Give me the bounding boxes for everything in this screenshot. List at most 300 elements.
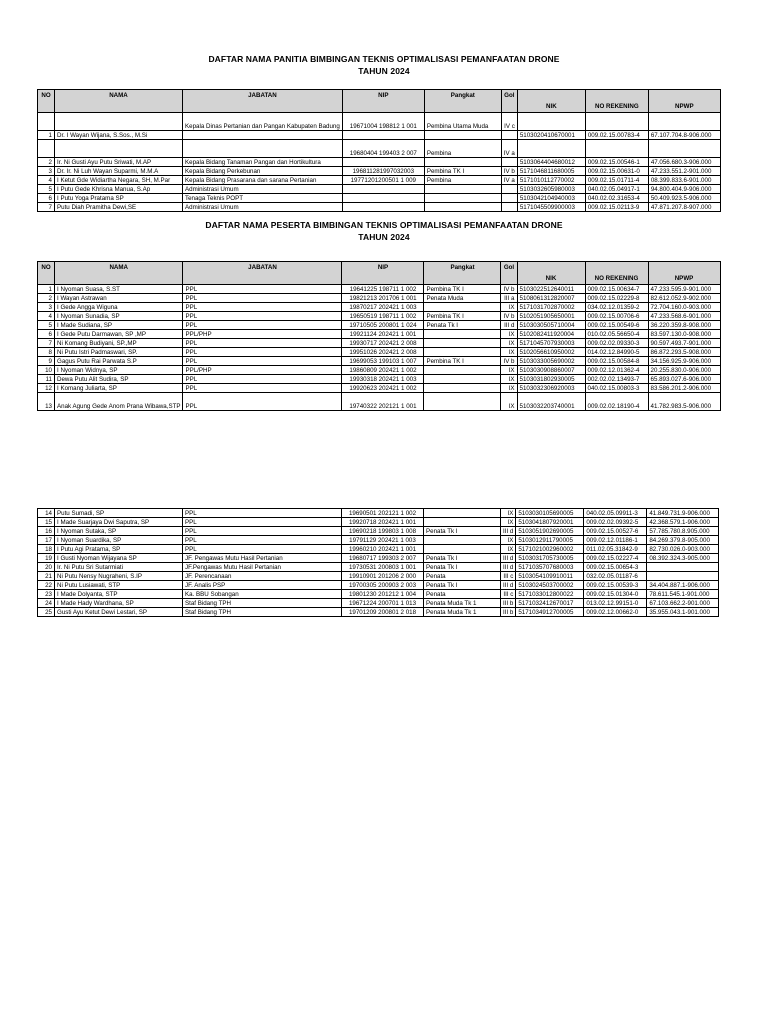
cell-rekening: 040.02.05.09911-3: [584, 509, 647, 518]
cell-nama: I Putu Agi Pratama, SP: [55, 545, 183, 554]
cell-jabatan: PPL: [183, 518, 342, 527]
cell-rekening: 009.02.15.00706-6: [585, 312, 648, 321]
cell-rekening: 009.02.15.00631-0: [585, 167, 648, 176]
cell-gol: IX: [501, 339, 517, 348]
cell-gol: III b: [501, 608, 516, 617]
cell-nik: 5103042104940003: [517, 194, 585, 203]
cell-nama: I Nyoman Suasa, S.ST: [55, 285, 183, 294]
cell-pangkat: Penata Tk I: [424, 554, 501, 563]
cell-pangkat: [424, 366, 501, 375]
cell-gol: IX: [501, 348, 517, 357]
cell-no: 20: [38, 563, 55, 572]
cell-pangkat: Penata Muda: [424, 294, 501, 303]
cell-pangkat: [424, 375, 501, 384]
cell-nama: I Made Dolyanta, STP: [55, 590, 183, 599]
cell-no: 24: [38, 599, 55, 608]
cell-nik: 5171032412670017: [516, 599, 584, 608]
cell-no: 25: [38, 608, 55, 617]
col-no-header: NO: [38, 262, 55, 285]
cell-no: 21: [38, 572, 55, 581]
cell-pangkat: Pembina TK I: [424, 285, 501, 294]
cell-npwp: 47.233.595.9-901.000: [648, 285, 720, 294]
cell-rekening: 009.02.15.02227-4: [584, 554, 647, 563]
cell-rekening: 010.02.05.56650-4: [585, 330, 648, 339]
cell-gol: IV b: [501, 167, 517, 176]
cell-nama: Ni Komang Budiyani, SP.,MP: [55, 339, 183, 348]
cell-jabatan: PPL: [183, 294, 342, 303]
cell-pangkat: [424, 158, 501, 167]
table-row: [38, 303, 721, 312]
table-row: [38, 158, 721, 167]
cell-nama: I Putu Yoga Pratama SP: [55, 194, 183, 203]
cell-gol: IX: [501, 393, 517, 411]
cell-rekening: 034.02.12.01359-2: [585, 303, 648, 312]
table-row: [38, 167, 721, 176]
cell-no: 22: [38, 581, 55, 590]
cell-npwp: 36.220.359.8-908.000: [648, 321, 720, 330]
col-rekening-header: NO REKENING: [585, 262, 648, 285]
cell-nama: I Nyoman Sunadia, SP: [55, 312, 183, 321]
cell-nama: I Ketut Gde Widiartha Negara, SH, M.Par: [55, 176, 183, 185]
cell-nip: 19910901 201206 2 000: [342, 572, 424, 581]
table-row: [38, 581, 719, 590]
cell-no: 18: [38, 545, 55, 554]
cell-nik: 5171045509900003: [517, 203, 585, 212]
cell-nik: 5103030505710004: [517, 321, 585, 330]
cell-pangkat: [424, 339, 501, 348]
cell-nama: I Made Suarjaya Dwi Saputra, SP: [55, 518, 183, 527]
cell-no: 3: [38, 303, 55, 312]
col-nik-header: NIK: [517, 90, 585, 113]
cell-nip: 19680717 199303 2 007: [342, 554, 424, 563]
cell-nip: 19791129 202421 1 003: [342, 536, 424, 545]
cell-nip: 19920718 202421 1 001: [342, 518, 424, 527]
cell-npwp: 83.586.201.2-906.000: [648, 384, 720, 393]
cell-gol: IX: [501, 330, 517, 339]
cell-gol: III c: [501, 572, 516, 581]
cell-gol: III c: [501, 590, 516, 599]
cell-jabatan: [183, 131, 343, 140]
cell-pangkat: Pembina: [424, 140, 501, 158]
cell-jabatan: Kepala Bidang Tanaman Pangan dan Hortikultura: [183, 158, 343, 167]
cell-no: 19: [38, 554, 55, 563]
cell-no: 10: [38, 366, 55, 375]
cell-pangkat: Penata: [424, 572, 501, 581]
cell-gol: III d: [501, 527, 516, 536]
cell-nip: 19699053 199103 1 007: [342, 357, 424, 366]
cell-nip: 19690218 199803 1 008: [342, 527, 424, 536]
table-row: [38, 375, 721, 384]
cell-npwp: 83.597.130.0-908.000: [648, 330, 720, 339]
cell-no: 17: [38, 536, 55, 545]
cell-nama: I Nyoman Suardika, SP: [55, 536, 183, 545]
cell-gol: IX: [501, 536, 516, 545]
cell-nip: 19671004 198812 1 001: [342, 113, 424, 131]
cell-nik: 5171021002960002: [516, 545, 584, 554]
cell-jabatan: Staf Bidang TPH: [183, 599, 342, 608]
cell-nik: 5103030908860007: [517, 366, 585, 375]
cell-jabatan: JF. Pengawas Mutu Hasil Pertanian: [183, 554, 342, 563]
col-npwp-header: NPWP: [648, 262, 720, 285]
cell-npwp: 78.611.545.1-901.000: [647, 590, 719, 599]
col-npwp-header: NPWP: [648, 90, 720, 113]
peserta-title: [0, 219, 768, 243]
cell-nip: 19740322 202121 1 001: [342, 393, 424, 411]
cell-jabatan: Kepala Dinas Pertanian dan Pangan Kabupaten Badung: [183, 113, 343, 131]
cell-rekening: 009.02.12.00662-0: [584, 608, 647, 617]
cell-npwp: 90.597.493.7-901.000: [648, 339, 720, 348]
cell-nama: I Nyoman Sutaka, SP: [55, 527, 183, 536]
cell-gol: IX: [501, 366, 517, 375]
cell-npwp: 47.233.551.2-901.000: [648, 167, 720, 176]
cell-pangkat: [424, 509, 501, 518]
cell-gol: III d: [501, 563, 516, 572]
table-row: [38, 294, 721, 303]
cell-nik: 5171035707680003: [516, 563, 584, 572]
cell-nik: 5103031802930005: [517, 375, 585, 384]
cell-npwp: 34.156.925.9-906.000: [648, 357, 720, 366]
cell-nik: 5103030105690005: [516, 509, 584, 518]
panitia-title: [0, 53, 768, 77]
cell-pangkat: Penata Muda Tk 1: [424, 608, 501, 617]
cell-no: 6: [38, 330, 55, 339]
cell-gol: IX: [501, 545, 516, 554]
peserta-title-line2: TAHUN 2024: [358, 232, 410, 242]
cell-nama: Ir. Ni Gusti Ayu Putu Sriwati, M.AP: [55, 158, 183, 167]
peserta-title-line1: DAFTAR NAMA PESERTA BIMBINGAN TEKNIS OPTIMALISASI PEMANFAATAN DRONE: [205, 220, 563, 230]
table-row: [38, 572, 719, 581]
cell-no: [38, 140, 55, 158]
cell-no: 9: [38, 357, 55, 366]
cell-jabatan: PPL: [183, 545, 342, 554]
cell-no: 23: [38, 590, 55, 599]
cell-nip: 19821213 201706 1 001: [342, 294, 424, 303]
cell-gol: [501, 203, 517, 212]
cell-no: 16: [38, 527, 55, 536]
cell-npwp: [648, 140, 720, 158]
cell-nip: [342, 203, 424, 212]
cell-nik: 5103031705730005: [516, 554, 584, 563]
cell-gol: IX: [501, 384, 517, 393]
cell-rekening: 009.02.15.01711-4: [585, 176, 648, 185]
col-no-header: NO: [38, 90, 55, 113]
cell-nama: I Putu Gede Khrisna Manua, S.Ap: [55, 185, 183, 194]
cell-nip: 19641225 198711 1 002: [342, 285, 424, 294]
cell-gol: [501, 185, 517, 194]
cell-npwp: 86.872.293.5-908.000: [648, 348, 720, 357]
cell-jabatan: PPL: [183, 527, 342, 536]
cell-rekening: [585, 113, 648, 131]
cell-pangkat: Pembina TK I: [424, 167, 501, 176]
cell-nik: 5108061312820007: [517, 294, 585, 303]
cell-no: 4: [38, 312, 55, 321]
cell-rekening: 009.02.12.01362-4: [585, 366, 648, 375]
cell-pangkat: Penata Tk I: [424, 581, 501, 590]
table-row: [38, 131, 721, 140]
cell-nik: [517, 113, 585, 131]
cell-rekening: [585, 140, 648, 158]
cell-npwp: [648, 113, 720, 131]
cell-no: 7: [38, 339, 55, 348]
col-gol-header: Gol: [501, 90, 517, 113]
cell-nama: Ir. Ni Putu Sri Sutarmiati: [55, 563, 183, 572]
cell-gol: IX: [501, 303, 517, 312]
cell-rekening: 009.02.15.01304-0: [584, 590, 647, 599]
cell-nip: 19701209 200801 2 018: [342, 608, 424, 617]
cell-gol: IX: [501, 375, 517, 384]
cell-jabatan: PPL: [183, 536, 342, 545]
col-nama-header: NAMA: [55, 262, 183, 285]
cell-jabatan: Tenaga Teknis POPT: [183, 194, 343, 203]
cell-jabatan: Kepala Bidang Perkebunan: [183, 167, 343, 176]
cell-nip: 196811281997032003: [342, 167, 424, 176]
cell-rekening: 009.02.15.00546-1: [585, 158, 648, 167]
panitia-table: [37, 89, 721, 212]
cell-nik: 5103020410670001: [517, 131, 585, 140]
col-rekening-header: NO REKENING: [585, 90, 648, 113]
cell-npwp: 42.368.579.1-906.000: [647, 518, 719, 527]
cell-pangkat: [424, 384, 501, 393]
cell-jabatan: PPL: [183, 303, 342, 312]
table-row: [38, 590, 719, 599]
cell-npwp: 08.392.324.3-905.000: [647, 554, 719, 563]
cell-nik: 5102051905650001: [517, 312, 585, 321]
cell-nama: I Made Sudiana, SP: [55, 321, 183, 330]
cell-nama: I Gede Angga Wiguna: [55, 303, 183, 312]
col-jabatan-header: JABATAN: [183, 90, 343, 113]
table-row: [38, 203, 721, 212]
table-row: [38, 176, 721, 185]
cell-rekening: 040.02.02.31653-4: [585, 194, 648, 203]
cell-jabatan: Kepala Bidang Prasarana dan sarana Pertanian: [183, 176, 343, 185]
cell-npwp: 82.730.026.0-903.000: [647, 545, 719, 554]
cell-jabatan: PPL/PHP: [183, 366, 342, 375]
table-row: [38, 357, 721, 366]
cell-nik: 5171033012800022: [516, 590, 584, 599]
cell-jabatan: PPL: [183, 375, 342, 384]
cell-pangkat: Penata: [424, 590, 501, 599]
cell-nama: Gagus Putu Rai Parwata S.P: [55, 357, 183, 366]
cell-rekening: 009.02.15.00783-4: [585, 131, 648, 140]
cell-nama: [55, 113, 183, 131]
cell-gol: III d: [501, 321, 517, 330]
cell-npwp: 47.056.680.3-906.000: [648, 158, 720, 167]
cell-npwp: 65.893.027.6-906.000: [648, 375, 720, 384]
col-nip-header: NIP: [342, 90, 424, 113]
table-row: [38, 384, 721, 393]
cell-pangkat: [424, 330, 501, 339]
cell-npwp: 94.800.404.9-906.000: [648, 185, 720, 194]
cell-gol: IV b: [501, 285, 517, 294]
col-nip-header: NIP: [342, 262, 424, 285]
cell-nama: I Gede Putu Darmawan, SP ,MP: [55, 330, 183, 339]
cell-pangkat: Penata Tk I: [424, 527, 501, 536]
cell-nip: 19930717 202421 2 008: [342, 339, 424, 348]
cell-no: 5: [38, 321, 55, 330]
cell-nama: Gusti Ayu Ketut Dewi Lestari, SP: [55, 608, 183, 617]
cell-nik: [517, 140, 585, 158]
cell-jabatan: JF. Perencanaan: [183, 572, 342, 581]
cell-gol: IX: [501, 509, 516, 518]
cell-gol: IX: [501, 518, 516, 527]
cell-jabatan: Ka. BBU Sobangan: [183, 590, 342, 599]
col-nik-header: NIK: [517, 262, 585, 285]
cell-jabatan: PPL: [183, 509, 342, 518]
cell-nik: 5103032306920003: [517, 384, 585, 393]
cell-jabatan: Administrasi Umum: [183, 185, 343, 194]
cell-no: 12: [38, 384, 55, 393]
cell-no: 7: [38, 203, 55, 212]
panitia-title-line2: TAHUN 2024: [358, 66, 410, 76]
cell-nama: Putu Sumadi, SP: [55, 509, 183, 518]
cell-nama: Dr. Ir. Ni Luh Wayan Suparmi, M.M.A: [55, 167, 183, 176]
cell-jabatan: Staf Bidang TPH: [183, 608, 342, 617]
table-row: [38, 339, 721, 348]
cell-nama: Ni Putu Lusiawati, STP: [55, 581, 183, 590]
table-row: [38, 285, 721, 294]
cell-nik: 5103041807920001: [516, 518, 584, 527]
cell-npwp: 67.107.704.8-906.000: [648, 131, 720, 140]
peserta-table: [37, 261, 721, 411]
table-row: [38, 330, 721, 339]
cell-nip: 19690501 202121 1 002: [342, 509, 424, 518]
cell-gol: IV b: [501, 312, 517, 321]
cell-nip: 19951026 202421 2 008: [342, 348, 424, 357]
cell-jabatan: PPL/PHP: [183, 330, 342, 339]
cell-jabatan: [183, 140, 343, 158]
cell-no: 11: [38, 375, 55, 384]
cell-jabatan: PPL: [183, 339, 342, 348]
table-row: [38, 599, 719, 608]
cell-npwp: 67.103.662.2-901.000: [647, 599, 719, 608]
table-row: [38, 545, 719, 554]
cell-pangkat: [424, 545, 501, 554]
cell-nama: I Wayan Astrawan: [55, 294, 183, 303]
panitia-header-row: [38, 90, 721, 113]
cell-pangkat: Penata Tk I: [424, 321, 501, 330]
cell-jabatan: PPL: [183, 312, 342, 321]
cell-gol: III d: [501, 554, 516, 563]
cell-npwp: 20.255.830.0-906.000: [648, 366, 720, 375]
cell-nama: Ni Putu Nensy Nugraheni, S.IP: [55, 572, 183, 581]
cell-nip: 19771201200501 1 009: [342, 176, 424, 185]
cell-nik: 5103033005690002: [517, 357, 585, 366]
cell-nik: 5171010112770002: [517, 176, 585, 185]
cell-pangkat: [424, 194, 501, 203]
cell-rekening: 009.02.02.09392-5: [584, 518, 647, 527]
cell-nik: 5171034912700005: [516, 608, 584, 617]
table-row: [38, 393, 721, 411]
cell-jabatan: Administrasi Umum: [183, 203, 343, 212]
cell-pangkat: Pembina TK I: [424, 357, 501, 366]
cell-nip: 19730531 200803 1 001: [342, 563, 424, 572]
cell-jabatan: PPL: [183, 348, 342, 357]
cell-pangkat: Pembina TK I: [424, 312, 501, 321]
cell-pangkat: Penata Muda Tk 1: [424, 599, 501, 608]
cell-nip: 19860809 202421 1 002: [342, 366, 424, 375]
col-jabatan-header: JABATAN: [183, 262, 342, 285]
cell-rekening: 040.02.05.04917-1: [585, 185, 648, 194]
table-row: [38, 527, 719, 536]
cell-npwp: 41.782.983.5-906.000: [648, 393, 720, 411]
table-row: [38, 518, 719, 527]
cell-nik: 5171045707930003: [517, 339, 585, 348]
cell-rekening: 009.02.02.18190-4: [585, 393, 648, 411]
cell-rekening: 009.02.15.00539-3: [584, 581, 647, 590]
cell-no: [38, 113, 55, 131]
cell-rekening: 040.02.15.00803-3: [585, 384, 648, 393]
cell-nip: [342, 185, 424, 194]
cell-nip: 19700305 200903 2 003: [342, 581, 424, 590]
cell-nama: [55, 140, 183, 158]
cell-nik: 5103032203740001: [517, 393, 585, 411]
cell-nik: 5171046811680005: [517, 167, 585, 176]
cell-nip: [342, 194, 424, 203]
cell-no: 2: [38, 294, 55, 303]
cell-jabatan: PPL: [183, 321, 342, 330]
cell-npwp: 35.955.043.1-901.000: [647, 608, 719, 617]
peserta-continued-table: [37, 508, 719, 617]
cell-nik: 5103024503700002: [516, 581, 584, 590]
cell-jabatan: PPL: [183, 285, 342, 294]
cell-nama: Ni Putu Istri Padmaswari, SP.: [55, 348, 183, 357]
cell-no: 13: [38, 393, 55, 411]
cell-nama: Putu Diah Pramitha Dewi,SE: [55, 203, 183, 212]
cell-rekening: 009.02.15.00634-7: [585, 285, 648, 294]
cell-pangkat: [424, 203, 501, 212]
cell-nik: 5103054109910011: [516, 572, 584, 581]
cell-pangkat: [424, 185, 501, 194]
cell-nik: 5103064404680012: [517, 158, 585, 167]
cell-nama: I Komang Juliarta, SP: [55, 384, 183, 393]
table-row: [38, 140, 721, 158]
cell-rekening: 009.02.12.01186-1: [584, 536, 647, 545]
cell-nama: I Nyoman Widnya, SP: [55, 366, 183, 375]
table-row: [38, 113, 721, 131]
cell-nip: 19710505 200801 1 024: [342, 321, 424, 330]
cell-pangkat: [424, 131, 501, 140]
cell-pangkat: Pembina: [424, 176, 501, 185]
cell-pangkat: Pembina Utama Muda: [424, 113, 501, 131]
cell-rekening: 009.02.15.00549-6: [585, 321, 648, 330]
cell-nik: 5103051902690005: [516, 527, 584, 536]
cell-no: 4: [38, 176, 55, 185]
cell-gol: III b: [501, 599, 516, 608]
cell-no: 1: [38, 285, 55, 294]
table-row: [38, 554, 719, 563]
cell-nik: 5171031702870002: [517, 303, 585, 312]
cell-rekening: 009.02.15.00527-6: [584, 527, 647, 536]
cell-rekening: 014.02.12.84990-5: [585, 348, 648, 357]
cell-npwp: 47.233.568.6-901.000: [648, 312, 720, 321]
table-row: [38, 536, 719, 545]
cell-npwp: 41.849.731.9-906.000: [647, 509, 719, 518]
cell-jabatan: PPL: [183, 393, 342, 411]
table-row: [38, 185, 721, 194]
cell-jabatan: PPL: [183, 384, 342, 393]
cell-gol: IV a: [501, 176, 517, 185]
cell-gol: III d: [501, 581, 516, 590]
cell-rekening: 009.02.02.09330-3: [585, 339, 648, 348]
cell-no: 1: [38, 131, 55, 140]
cell-rekening: 013.02.12.99151-0: [584, 599, 647, 608]
table-row: [38, 321, 721, 330]
cell-jabatan: JF.Pengawas Mutu Hasil Pertanian: [183, 563, 342, 572]
cell-rekening: 032.02.05.01187-6: [584, 572, 647, 581]
cell-npwp: 72.704.160.0-903.000: [648, 303, 720, 312]
cell-gol: IV c: [501, 113, 517, 131]
panitia-title-line1: DAFTAR NAMA PANITIA BIMBINGAN TEKNIS OPTIMALISASI PEMANFAATAN DRONE: [208, 54, 560, 64]
